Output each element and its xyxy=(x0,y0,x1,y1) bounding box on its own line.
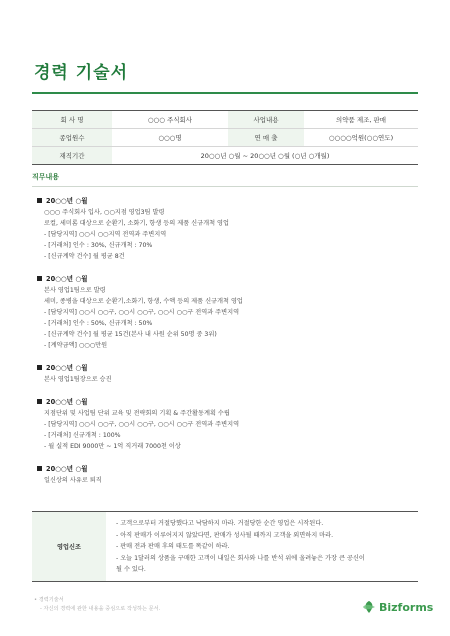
value-tenure: 20○○년 ○월 ~ 20○○년 ○월 (○년 ○개월) xyxy=(112,147,418,165)
title-divider xyxy=(32,92,418,94)
career-entry-line: - [신규계약 건수] 월 평균 15건(본사 내 사원 순위 50명 중 3위) xyxy=(44,331,217,338)
career-entry-line: ○○○ 주식회사 입사, ○○지점 영업3팀 발령 xyxy=(44,209,165,216)
career-entry-date xyxy=(37,463,417,475)
career-entry xyxy=(37,273,417,351)
career-entry xyxy=(37,396,417,452)
label-annual-sales: 연 매 출 xyxy=(228,129,304,147)
career-entry xyxy=(37,195,417,262)
value-annual-sales: ○○○○억원(○○연도) xyxy=(304,129,418,147)
bullet-square-icon xyxy=(37,365,42,370)
career-entry-line: - [담당지역] ○○시 ○○지역 전역과 주변지역 xyxy=(44,231,167,238)
career-entry-date-text: 20○○년 ○월 xyxy=(46,197,88,205)
career-entry xyxy=(37,463,417,486)
value-employees: ○○○명 xyxy=(112,129,228,147)
footer-note xyxy=(34,596,160,614)
bullet-square-icon xyxy=(37,466,42,471)
section-divider xyxy=(32,186,418,187)
career-entry-date xyxy=(37,195,417,207)
sales-creed-line: - 아직 판매가 이루어지지 않았다면, 판매가 성사될 때까지 고객을 외면하지 마라. xyxy=(116,531,334,539)
label-tenure: 재직기간 xyxy=(32,147,112,165)
career-entry-line: - [거래처] 신규개척 : 100% xyxy=(44,432,121,439)
info-row xyxy=(32,111,418,129)
career-entry-line: 세미, 종병을 대상으로 순환기,소화기, 항생, 수액 등의 제품 신규개척 영업 xyxy=(44,298,243,305)
career-entry-line: - [담당지역] ○○시 ○○구, ○○시 ○○구, ○○시 ○○구 전역과 주변지역 xyxy=(44,421,240,428)
sales-creed-line: 될 수 있다. xyxy=(116,566,146,573)
value-company-name: ○○○ 주식회사 xyxy=(112,111,228,129)
career-entry-line: - [담당지역] ○○시 ○○구, ○○시 ○○구, ○○시 ○○구 전역과 주변지역 xyxy=(44,309,240,316)
sales-creed-label: 영업신조 xyxy=(32,512,106,582)
info-row xyxy=(32,147,418,165)
career-entry-line: 본사 영업1팀으로 발령 xyxy=(44,287,106,294)
career-entry-line: - [계약금액] ○○○만원 xyxy=(44,342,108,349)
bizforms-logo-text: Bizforms xyxy=(379,600,434,614)
career-entry-line: - 월 실적 EDI 9000만 ~ 1억 직거래 7000천 이상 xyxy=(44,443,181,450)
career-entry-line: - [거래처] 인수 : 50%, 신규개척 : 50% xyxy=(44,320,153,327)
career-entry-line: 본사 영업1팀장으로 승진 xyxy=(44,376,112,383)
sales-creed-body xyxy=(106,512,418,582)
info-row xyxy=(32,129,418,147)
career-entry-line: 지점단위 및 사업팀 단위 교육 및 전략회의 기획 & 주간활동계획 수립 xyxy=(44,410,230,417)
bizforms-leaf-icon xyxy=(362,600,376,614)
sales-creed-line: - 판매 전과 판매 후의 태도를 똑같이 하라. xyxy=(116,543,230,550)
career-entry xyxy=(37,362,417,385)
career-entry-line: 일신상의 사유로 퇴직 xyxy=(44,477,102,484)
bizforms-logo xyxy=(362,600,433,614)
career-entry-date xyxy=(37,273,417,285)
career-entry-date-text: 20○○년 ○월 xyxy=(46,364,88,372)
career-entry-line: - [신규계약 건수] 월 평균 8건 xyxy=(44,253,125,260)
label-business: 사업내용 xyxy=(228,111,304,129)
sales-creed-line: - 오늘 1달러의 상품을 구매한 고객이 내일은 회사와 나를 반석 위에 올려놓은 가장 큰 공신이 xyxy=(116,554,365,562)
company-info-table xyxy=(32,110,418,165)
label-employees: 종업원수 xyxy=(32,129,112,147)
career-entries xyxy=(37,195,417,497)
career-entry-line: 로컬, 세미롬 대상으로 순환기, 소화기, 항생 등의 제품 신규개척 영업 xyxy=(44,220,229,227)
career-entry-date-text: 20○○년 ○월 xyxy=(46,465,88,473)
career-entry-date xyxy=(37,362,417,374)
section-title-duties: 직무내용 xyxy=(32,173,60,181)
career-entry-date-text: 20○○년 ○월 xyxy=(46,275,88,283)
career-entry-date-text: 20○○년 ○월 xyxy=(46,398,88,406)
document-title: 경력 기술서 xyxy=(34,63,129,83)
bullet-square-icon xyxy=(37,198,42,203)
footer-note-text: - 자신의 경력에 관한 내용을 중심으로 작성하는 문서. xyxy=(40,606,161,612)
bullet-square-icon xyxy=(37,399,42,404)
bullet-square-icon xyxy=(37,276,42,281)
sales-creed-table xyxy=(32,511,418,582)
value-business: 의약품 제조, 판매 xyxy=(304,111,418,129)
footer-note-heading: • 경력기술서 xyxy=(34,597,64,603)
career-entry-date xyxy=(37,396,417,408)
career-entry-line: - [거래처] 인수 : 30%, 신규개척 : 70% xyxy=(44,242,153,249)
label-company-name: 회 사 명 xyxy=(32,111,112,129)
sales-creed-line: - 고객으로부터 거절당했다고 낙담하지 마라. 거절당한 순간 영업은 시작된다. xyxy=(116,520,324,527)
